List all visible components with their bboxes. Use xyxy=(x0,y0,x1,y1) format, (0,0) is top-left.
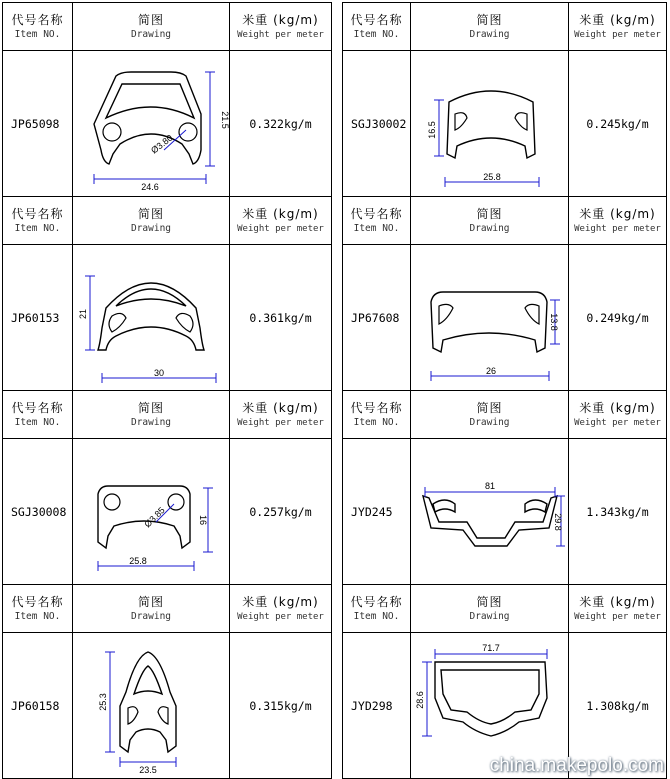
width-label: 30 xyxy=(153,367,165,378)
header-drawing: 简图 Drawing xyxy=(411,3,569,51)
width-label: 26 xyxy=(485,365,496,376)
header-drawing: 简图 Drawing xyxy=(73,391,230,439)
header-row xyxy=(343,391,667,439)
item-code: JYD245 xyxy=(343,439,411,585)
height-label: 13.8 xyxy=(548,312,559,331)
height-label: 25.3 xyxy=(98,692,108,711)
width-label: 23.5 xyxy=(139,764,157,775)
height-label: 16 xyxy=(198,514,208,525)
rim-profile-drawing xyxy=(415,442,565,582)
profile-drawing xyxy=(411,439,569,585)
height-label: 21.5 xyxy=(220,110,230,129)
rim-profile-drawing xyxy=(76,636,226,776)
item-code: JYD298 xyxy=(343,633,411,779)
width-label: 81 xyxy=(484,480,495,491)
hole-dimension-label: Ø3.85 xyxy=(142,504,167,529)
header-weight: 米重 (kg/m) Weight per meter xyxy=(230,585,332,633)
header-item: 代号名称 Item NO. xyxy=(343,585,411,633)
header-row xyxy=(3,197,332,245)
header-item: 代号名称 Item NO. xyxy=(343,3,411,51)
width-label: 25.8 xyxy=(482,171,501,182)
item-code: SGJ30008 xyxy=(3,439,73,585)
item-weight: 0.361kg/m xyxy=(230,245,332,391)
product-table-left xyxy=(2,2,332,779)
header-drawing: 简图 Drawing xyxy=(73,3,230,51)
height-label: 29.8 xyxy=(552,512,563,531)
header-row xyxy=(343,3,667,51)
width-label: 71.7 xyxy=(481,642,500,653)
header-item: 代号名称 Item NO. xyxy=(343,391,411,439)
header-row xyxy=(3,391,332,439)
header-drawing: 简图 Drawing xyxy=(411,391,569,439)
header-drawing: 简图 Drawing xyxy=(411,585,569,633)
header-item: 代号名称 Item NO. xyxy=(3,391,73,439)
header-item: 代号名称 Item NO. xyxy=(3,197,73,245)
item-weight: 0.315kg/m xyxy=(230,633,332,779)
profile-drawing xyxy=(73,245,230,391)
header-item: 代号名称 Item NO. xyxy=(3,3,73,51)
header-row xyxy=(343,197,667,245)
height-label: 28.6 xyxy=(414,690,425,709)
item-weight: 1.343kg/m xyxy=(569,439,667,585)
product-table-right xyxy=(342,2,667,779)
product-row xyxy=(343,245,667,391)
rim-profile-drawing xyxy=(76,54,230,194)
item-code: JP65098 xyxy=(3,51,73,197)
item-weight: 0.249kg/m xyxy=(569,245,667,391)
item-code: JP60158 xyxy=(3,633,73,779)
header-weight: 米重 (kg/m) Weight per meter xyxy=(569,197,667,245)
profile-drawing xyxy=(411,51,569,197)
width-label: 24.6 xyxy=(141,181,159,192)
profile-drawing xyxy=(73,439,230,585)
watermark: china.makepolo.com xyxy=(489,755,664,776)
rim-profile-drawing xyxy=(76,248,226,388)
product-row xyxy=(3,439,332,585)
header-weight: 米重 (kg/m) Weight per meter xyxy=(230,197,332,245)
height-label: 21 xyxy=(78,308,88,319)
profile-drawing xyxy=(411,245,569,391)
hole-dimension-label: Ø3.80 xyxy=(149,132,175,156)
product-row xyxy=(3,633,332,779)
profile-drawing xyxy=(73,51,230,197)
item-code: JP60153 xyxy=(3,245,73,391)
header-item: 代号名称 Item NO. xyxy=(3,585,73,633)
header-row xyxy=(3,3,332,51)
header-drawing: 简图 Drawing xyxy=(73,197,230,245)
header-weight: 米重 (kg/m) Weight per meter xyxy=(230,3,332,51)
header-drawing: 简图 Drawing xyxy=(411,197,569,245)
product-row xyxy=(343,439,667,585)
item-code: JP67608 xyxy=(343,245,411,391)
item-weight: 0.257kg/m xyxy=(230,439,332,585)
header-row xyxy=(343,585,667,633)
item-weight: 1.308kg/m xyxy=(569,633,667,779)
width-label: 25.8 xyxy=(129,555,147,566)
item-code: SGJ30002 xyxy=(343,51,411,197)
product-row xyxy=(343,51,667,197)
header-weight: 米重 (kg/m) Weight per meter xyxy=(569,3,667,51)
product-row xyxy=(3,245,332,391)
rim-profile-drawing xyxy=(415,248,565,388)
item-weight: 0.245kg/m xyxy=(569,51,667,197)
header-drawing: 简图 Drawing xyxy=(73,585,230,633)
profile-drawing xyxy=(73,633,230,779)
product-row xyxy=(3,51,332,197)
item-weight: 0.322kg/m xyxy=(230,51,332,197)
rim-profile-drawing xyxy=(76,442,226,582)
header-weight: 米重 (kg/m) Weight per meter xyxy=(569,585,667,633)
rim-profile-drawing xyxy=(415,54,565,194)
height-label: 16.5 xyxy=(426,120,437,139)
header-weight: 米重 (kg/m) Weight per meter xyxy=(230,391,332,439)
header-weight: 米重 (kg/m) Weight per meter xyxy=(569,391,667,439)
header-item: 代号名称 Item NO. xyxy=(343,197,411,245)
header-row xyxy=(3,585,332,633)
